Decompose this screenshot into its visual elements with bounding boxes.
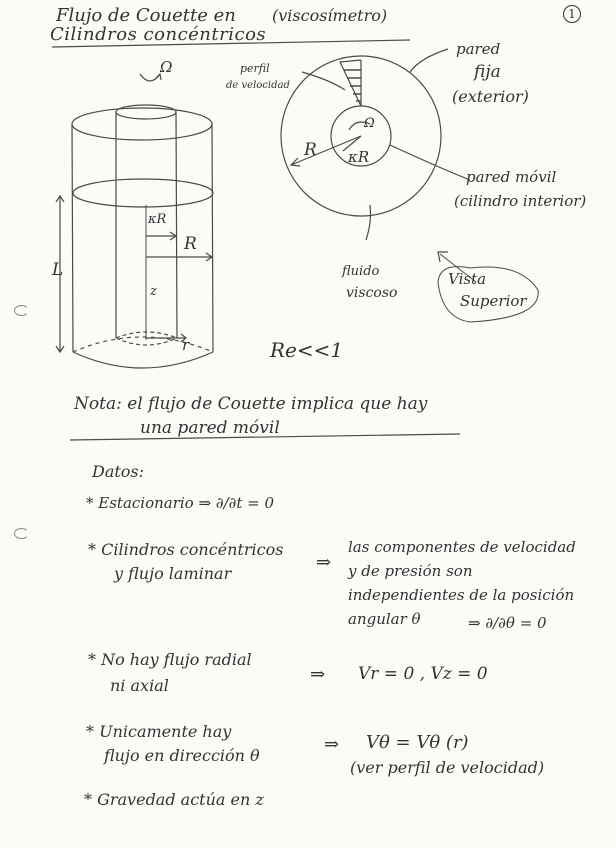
leader-perfil [302, 72, 345, 90]
L-label: L [52, 260, 64, 280]
note-line-1: Nota: el flujo de Couette implica que hay [74, 394, 428, 414]
title-note: (viscosímetro) [272, 6, 388, 25]
fixed-wall-label-2: fija [474, 62, 501, 82]
fluid-surface [73, 179, 213, 207]
data-item-4-line-2: flujo en dirección θ [104, 746, 260, 765]
title-line-2: Cilindros concéntricos [50, 24, 267, 45]
arrow-3: ⇒ [310, 664, 326, 685]
omega-label-top: Ω [364, 116, 375, 131]
page-number: 1 [563, 5, 581, 23]
kR-label-top: κR [348, 148, 370, 166]
velocity-profile [340, 60, 361, 106]
omega-label: Ω [160, 58, 173, 76]
view-label-1: Vista [448, 270, 487, 288]
data-item-2-right-3: independientes de la posición [348, 586, 575, 604]
inner-cylinder-top [116, 105, 176, 119]
data-item-4-line-1: * Unicamente hay [86, 722, 232, 741]
data-item-5: * Gravedad actúa en z [84, 790, 264, 809]
profile-label-2: de velocidad [226, 80, 290, 91]
R-label-top: R [304, 140, 317, 160]
reynolds-condition: Re<<1 [270, 338, 344, 362]
data-item-2-right-1: las componentes de velocidad [348, 538, 576, 556]
view-label-2: Superior [460, 292, 527, 310]
outer-cylinder-right [212, 124, 213, 352]
arrow-4: ⇒ [324, 734, 340, 755]
title-line-1: Flujo de Couette en [56, 5, 236, 26]
data-heading: Datos: [92, 462, 145, 481]
data-item-3-line-2: ni axial [110, 676, 169, 695]
data-item-2-right-4: angular θ [348, 610, 421, 628]
fixed-wall-label-3: (exterior) [452, 87, 529, 106]
leader-fluido [366, 205, 371, 240]
kR-label: κR [148, 212, 167, 227]
data-item-4-right-2: (ver perfil de velocidad) [350, 758, 545, 777]
data-item-4-right-1: Vθ = Vθ (r) [366, 732, 469, 753]
r-label: r [182, 336, 190, 354]
data-item-2-right-2: y de presión son [348, 562, 473, 580]
profile-label-1: perfil [240, 62, 270, 75]
data-item-3-right: Vr = 0 , Vz = 0 [358, 664, 488, 684]
fluid-label-1: fluido [342, 264, 380, 279]
leader-pared-movil [390, 145, 470, 180]
outer-cylinder-top [72, 108, 212, 140]
fluid-label-2: viscoso [346, 285, 398, 301]
data-item-1: * Estacionario ⇒ ∂/∂t = 0 [86, 494, 275, 512]
z-label: z [150, 284, 157, 299]
data-item-3-line-1: * No hay flujo radial [88, 650, 252, 669]
header-underline [52, 40, 410, 47]
outer-cylinder-bottom [73, 352, 213, 368]
leader-pared-fija [410, 49, 448, 72]
data-item-2-line-1: * Cilindros concéntricos [88, 540, 284, 559]
fixed-wall-label-1: pared [456, 40, 501, 58]
outer-cylinder-left [72, 124, 73, 352]
arrow-2: ⇒ [316, 552, 332, 573]
data-item-2-line-2: y flujo laminar [114, 564, 232, 583]
note-line-2: una pared móvil [140, 418, 280, 438]
R-label-side: R [184, 234, 197, 254]
moving-wall-label-2: (cilindro interior) [454, 192, 587, 210]
moving-wall-label-1: pared móvil [466, 168, 557, 186]
data-item-2-right-5: ⇒ ∂/∂θ = 0 [468, 614, 547, 632]
